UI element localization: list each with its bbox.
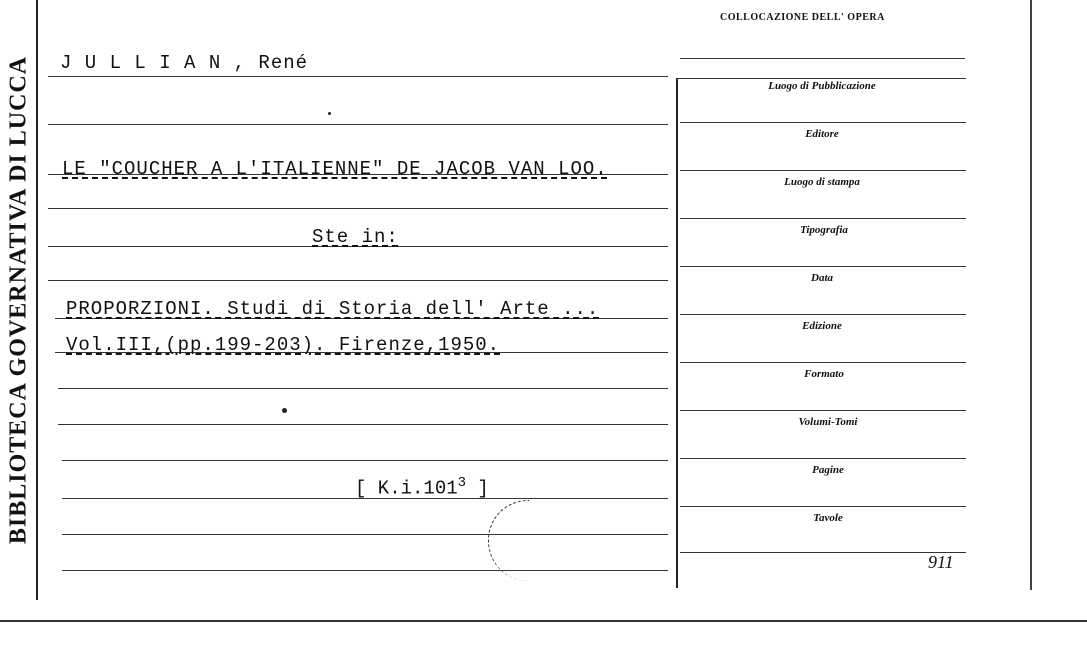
ruled-line: [58, 388, 668, 389]
ruled-line: [680, 218, 966, 219]
ruled-line: [48, 280, 668, 281]
field-editore: Editore: [805, 128, 839, 140]
library-stamp: BIBLIOTECA GOVERNATIVA DI LUCCA: [5, 55, 32, 545]
ruled-line: [680, 506, 966, 507]
source-line-2: Vol.III,(pp.199-203). Firenze,1950.: [66, 334, 501, 356]
ruled-line: [680, 58, 965, 59]
title-line: LE "COUCHER A L'ITALIENNE" DE JACOB VAN LOO.: [62, 158, 608, 180]
ruled-line: [680, 170, 966, 171]
field-formato: Formato: [804, 368, 844, 380]
ink-dot: [328, 112, 331, 115]
ruled-line: [62, 570, 668, 571]
handwritten-note: 911: [928, 552, 954, 572]
ruled-line: [680, 552, 966, 553]
ruled-line: [680, 362, 966, 363]
shelfmark-superscript: 3: [457, 475, 467, 491]
spine-rule: [36, 0, 38, 600]
source-line-1: PROPORZIONI. Studi di Storia dell' Arte ...: [66, 298, 600, 320]
ruled-line: [48, 76, 668, 77]
collocazione-header: COLLOCAZIONE DELL' OPERA: [720, 12, 885, 23]
field-data: Data: [811, 272, 833, 284]
ruled-line: [48, 124, 668, 125]
card-bottom-edge: [0, 620, 1087, 622]
shelfmark: [355, 475, 489, 499]
shelfmark-close: ]: [466, 477, 489, 500]
field-pagine: Pagine: [812, 464, 844, 476]
author-line: J U L L I A N , René: [60, 52, 309, 74]
field-tavole: Tavole: [813, 512, 843, 524]
ruled-line: [48, 208, 668, 209]
ink-dot: [282, 408, 287, 413]
section-divider: [676, 78, 678, 588]
ruled-line: [58, 424, 668, 425]
ruled-line: [676, 78, 966, 79]
hand-drawn-arc: [488, 500, 529, 581]
ruled-line: [62, 460, 668, 461]
ruled-line: [680, 458, 966, 459]
card-right-edge: [1030, 0, 1032, 590]
field-luogo-stampa: Luogo di stampa: [784, 176, 860, 188]
field-volumi-tomi: Volumi-Tomi: [798, 416, 858, 428]
field-edizione: Edizione: [802, 320, 842, 332]
shelfmark-main: [ K.i.101: [355, 477, 458, 500]
ruled-line: [680, 314, 966, 315]
field-luogo-pubblicazione: Luogo di Pubblicazione: [768, 80, 876, 92]
field-tipografia: Tipografia: [800, 224, 848, 236]
ruled-line: [680, 266, 966, 267]
library-stamp-strip: [0, 0, 38, 600]
ruled-line: [680, 410, 966, 411]
ruled-line: [680, 122, 966, 123]
in-label: Ste in:: [312, 226, 399, 248]
ruled-line: [62, 534, 668, 535]
